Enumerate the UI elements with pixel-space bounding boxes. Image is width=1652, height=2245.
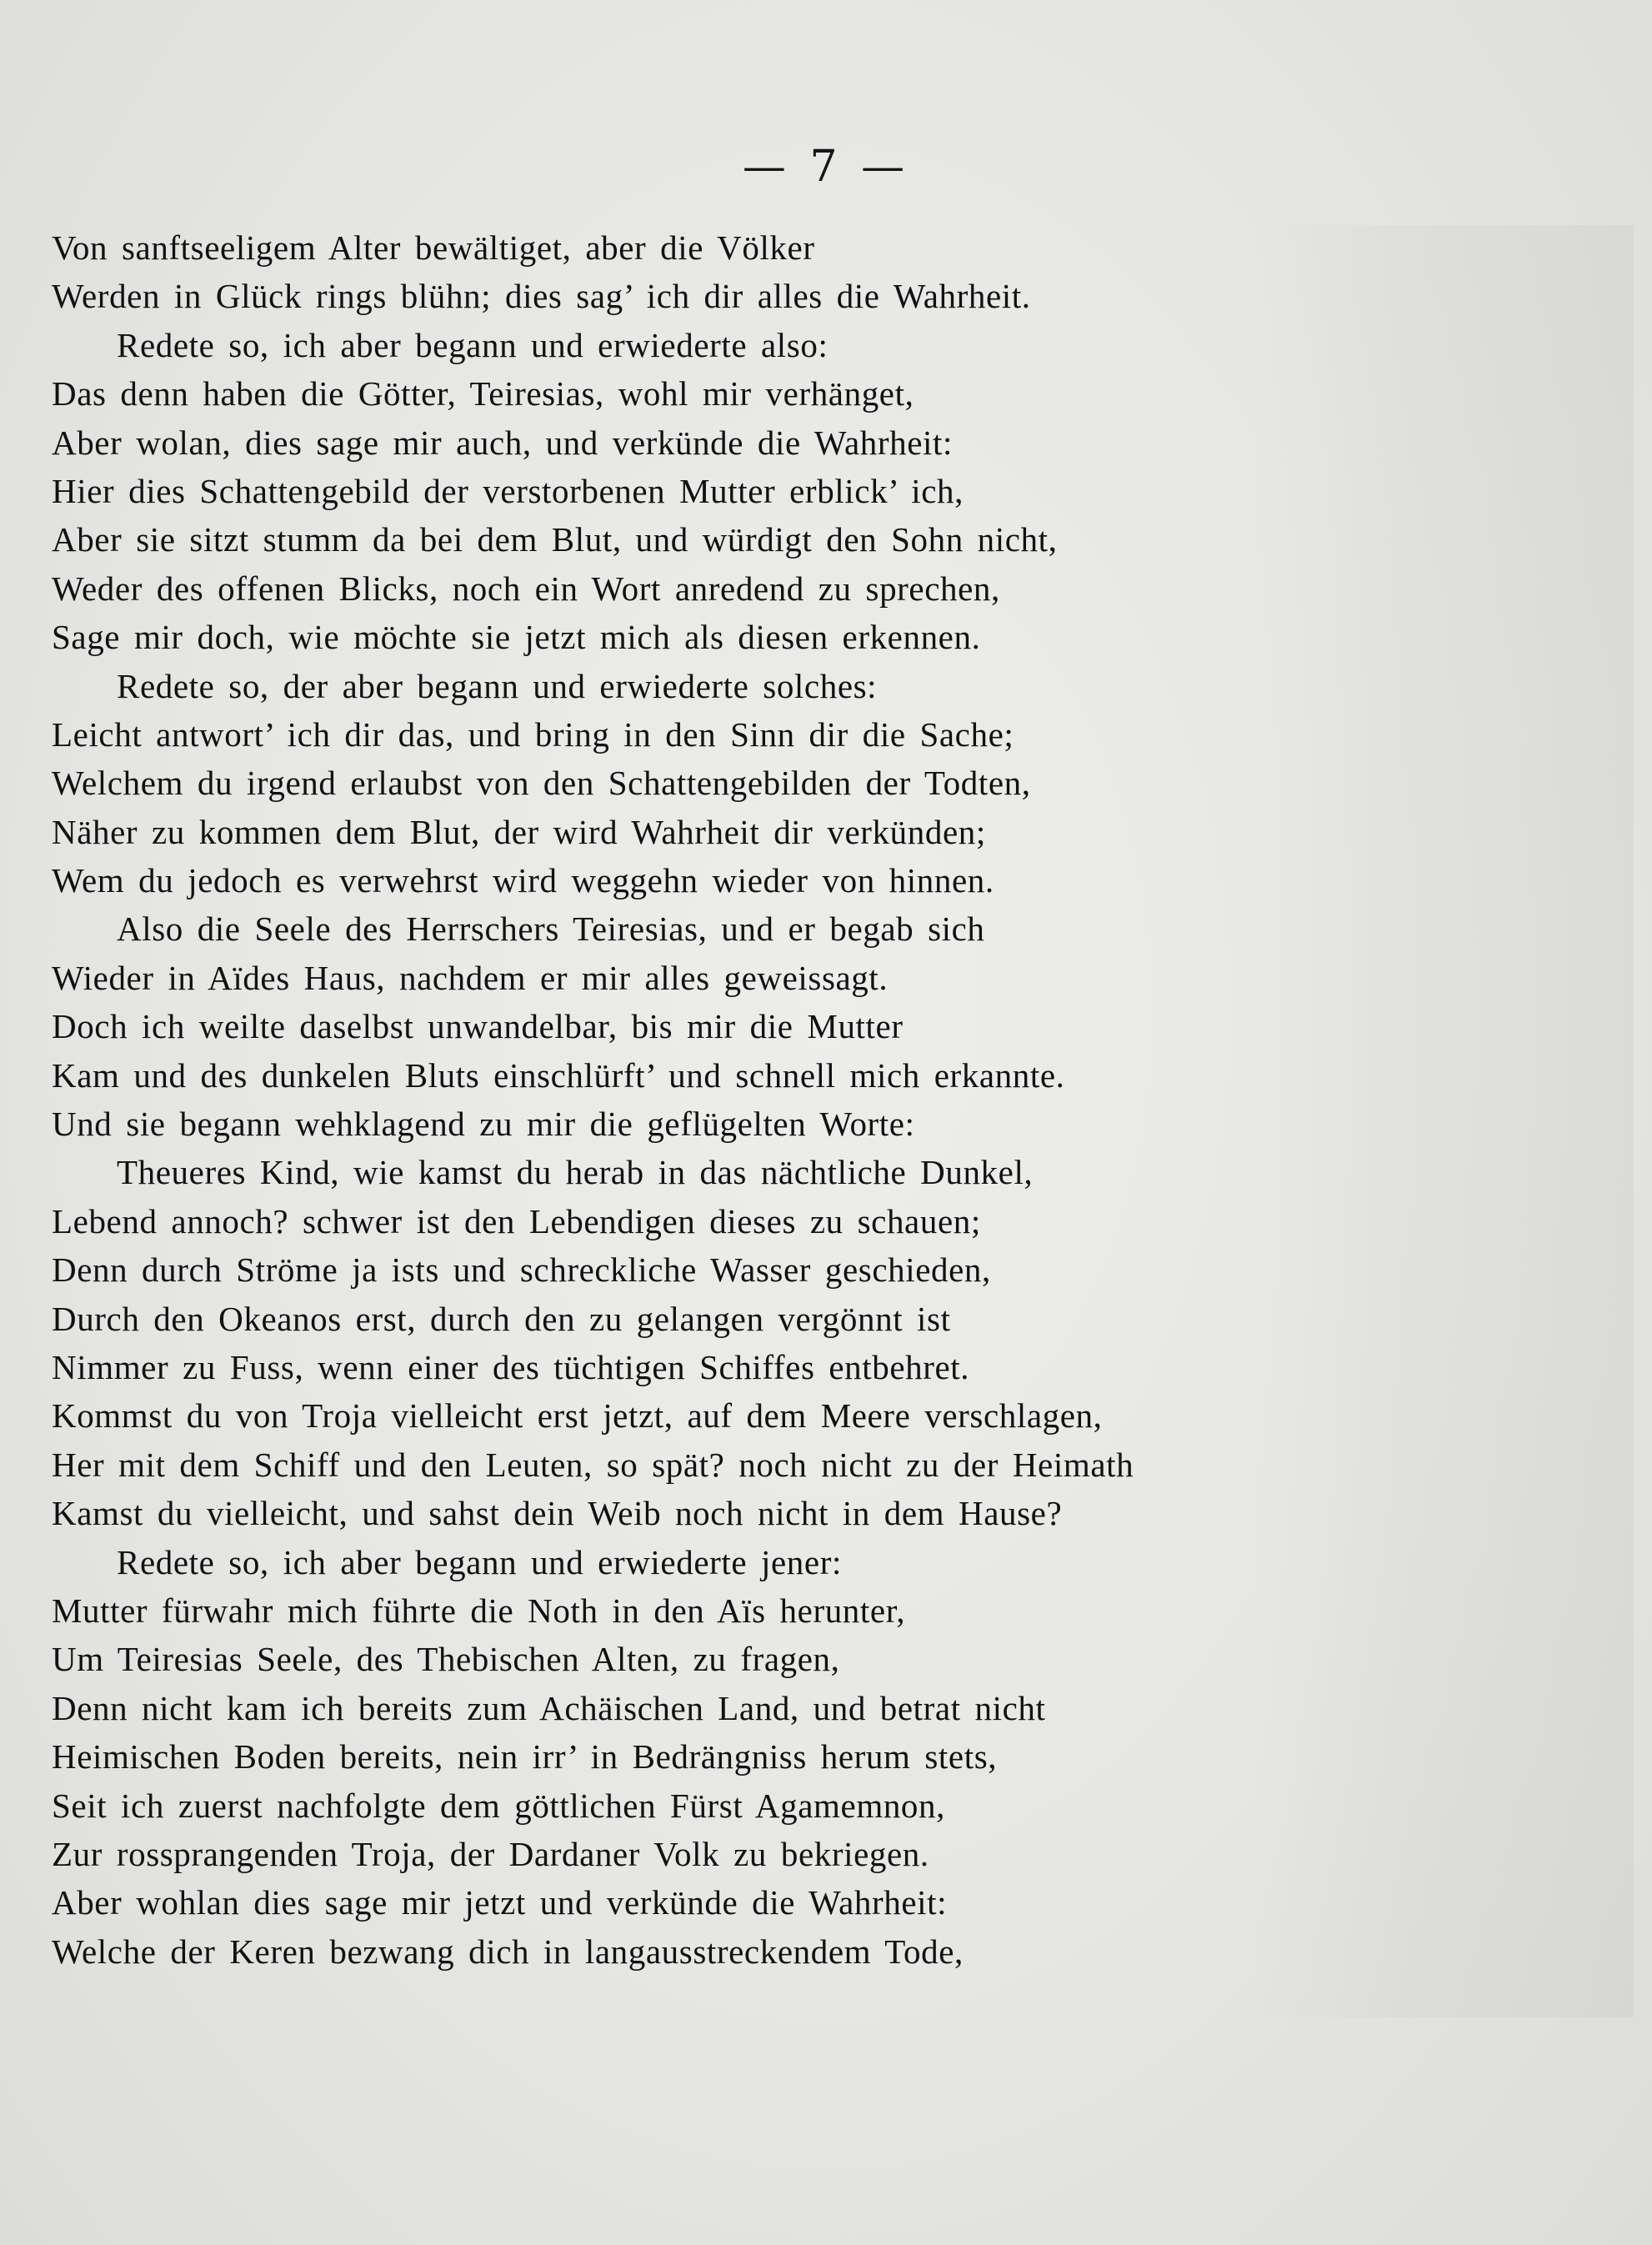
verse-line: Aber wohlan dies sage mir jetzt und verkünde die Wahrheit: — [52, 1883, 948, 1922]
verse-line: Redete so, ich aber begann und erwiederte jener: — [117, 1542, 842, 1581]
verse-line: Aber sie sitzt stumm da bei dem Blut, und würdigt den Sohn nicht, — [52, 520, 1058, 559]
verse-line: Wem du jedoch es verwehrst wird weggehn wieder von hinnen. — [52, 861, 994, 900]
verse-line: Seit ich zuerst nachfolgte dem göttlichen Fürst Agamemnon, — [52, 1786, 945, 1825]
verse-line: Kamst du vielleicht, und sahst dein Weib noch nicht in dem Hause? — [52, 1494, 1063, 1533]
verse-line: Zur rossprangenden Troja, der Dardaner Volk zu bekriegen. — [52, 1834, 929, 1873]
verse-line: Das denn haben die Götter, Teiresias, wohl mir verhänget, — [52, 374, 914, 413]
verse-line: Redete so, ich aber begann und erwiederte also: — [117, 325, 829, 364]
verse-line: Und sie begann wehklagend zu mir die geflügelten Worte: — [52, 1105, 915, 1144]
verse-line: Redete so, der aber begann und erwiederte solches: — [117, 666, 878, 705]
verse-block — [52, 223, 1619, 1976]
verse-line: Kommst du von Troja vielleicht erst jetzt, auf dem Meere verschlagen, — [52, 1396, 1103, 1436]
verse-line: Wieder in Aïdes Haus, nachdem er mir alles geweissagt. — [52, 958, 889, 997]
verse-line: Heimischen Boden bereits, nein irr’ in Bedrängniss herum stets, — [52, 1737, 998, 1776]
verse-line: Näher zu kommen dem Blut, der wird Wahrheit dir verkünden; — [52, 812, 986, 851]
verse-line: Denn nicht kam ich bereits zum Achäischen Land, und betrat nicht — [52, 1688, 1046, 1727]
verse-line: Um Teiresias Seele, des Thebischen Alten, zu fragen, — [52, 1640, 840, 1679]
verse-line: Her mit dem Schiff und den Leuten, so spät? noch nicht zu der Heimath — [52, 1445, 1134, 1484]
verse-line: Leicht antwort’ ich dir das, und bring in den Sinn dir die Sache; — [52, 714, 1014, 754]
verse-line: Welche der Keren bezwang dich in langausstreckendem Tode, — [52, 1932, 964, 1971]
verse-line: Denn durch Ströme ja ists und schreckliche Wasser geschieden, — [52, 1250, 991, 1290]
verse-line: Mutter fürwahr mich führte die Noth in den Aïs herunter, — [52, 1591, 906, 1630]
verse-line: Sage mir doch, wie möchte sie jetzt mich als diesen erkennen. — [52, 618, 981, 657]
verse-line: Durch den Okeanos erst, durch den zu gelangen vergönnt ist — [52, 1299, 951, 1338]
page-number: — 7 — — [742, 142, 910, 192]
verse-line: Welchem du irgend erlaubst von den Schattengebilden der Todten, — [52, 764, 1031, 803]
verse-line: Werden in Glück rings blühn; dies sag’ ich dir alles die Wahrheit. — [52, 277, 1031, 316]
verse-line: Lebend annoch? schwer ist den Lebendigen dieses zu schauen; — [52, 1201, 981, 1240]
verse-line: Nimmer zu Fuss, wenn einer des tüchtigen Schiffes entbehret. — [52, 1347, 970, 1386]
verse-line: Von sanftseeligem Alter bewältiget, aber die Völker — [52, 228, 815, 267]
verse-line: Aber wolan, dies sage mir auch, und verkünde die Wahrheit: — [52, 423, 953, 462]
verse-line: Hier dies Schattengebild der verstorbenen Mutter erblick’ ich, — [52, 471, 964, 510]
verse-line: Weder des offenen Blicks, noch ein Wort anredend zu sprechen, — [52, 569, 1000, 608]
verse-line: Also die Seele des Herrschers Teiresias, und er begab sich — [117, 910, 985, 949]
verse-line: Doch ich weilte daselbst unwandelbar, bis mir die Mutter — [52, 1007, 904, 1046]
verse-line: Theueres Kind, wie kamst du herab in das nächtliche Dunkel, — [117, 1153, 1034, 1192]
verse-line: Kam und des dunkelen Bluts einschlürft’ und schnell mich erkannte. — [52, 1055, 1065, 1095]
